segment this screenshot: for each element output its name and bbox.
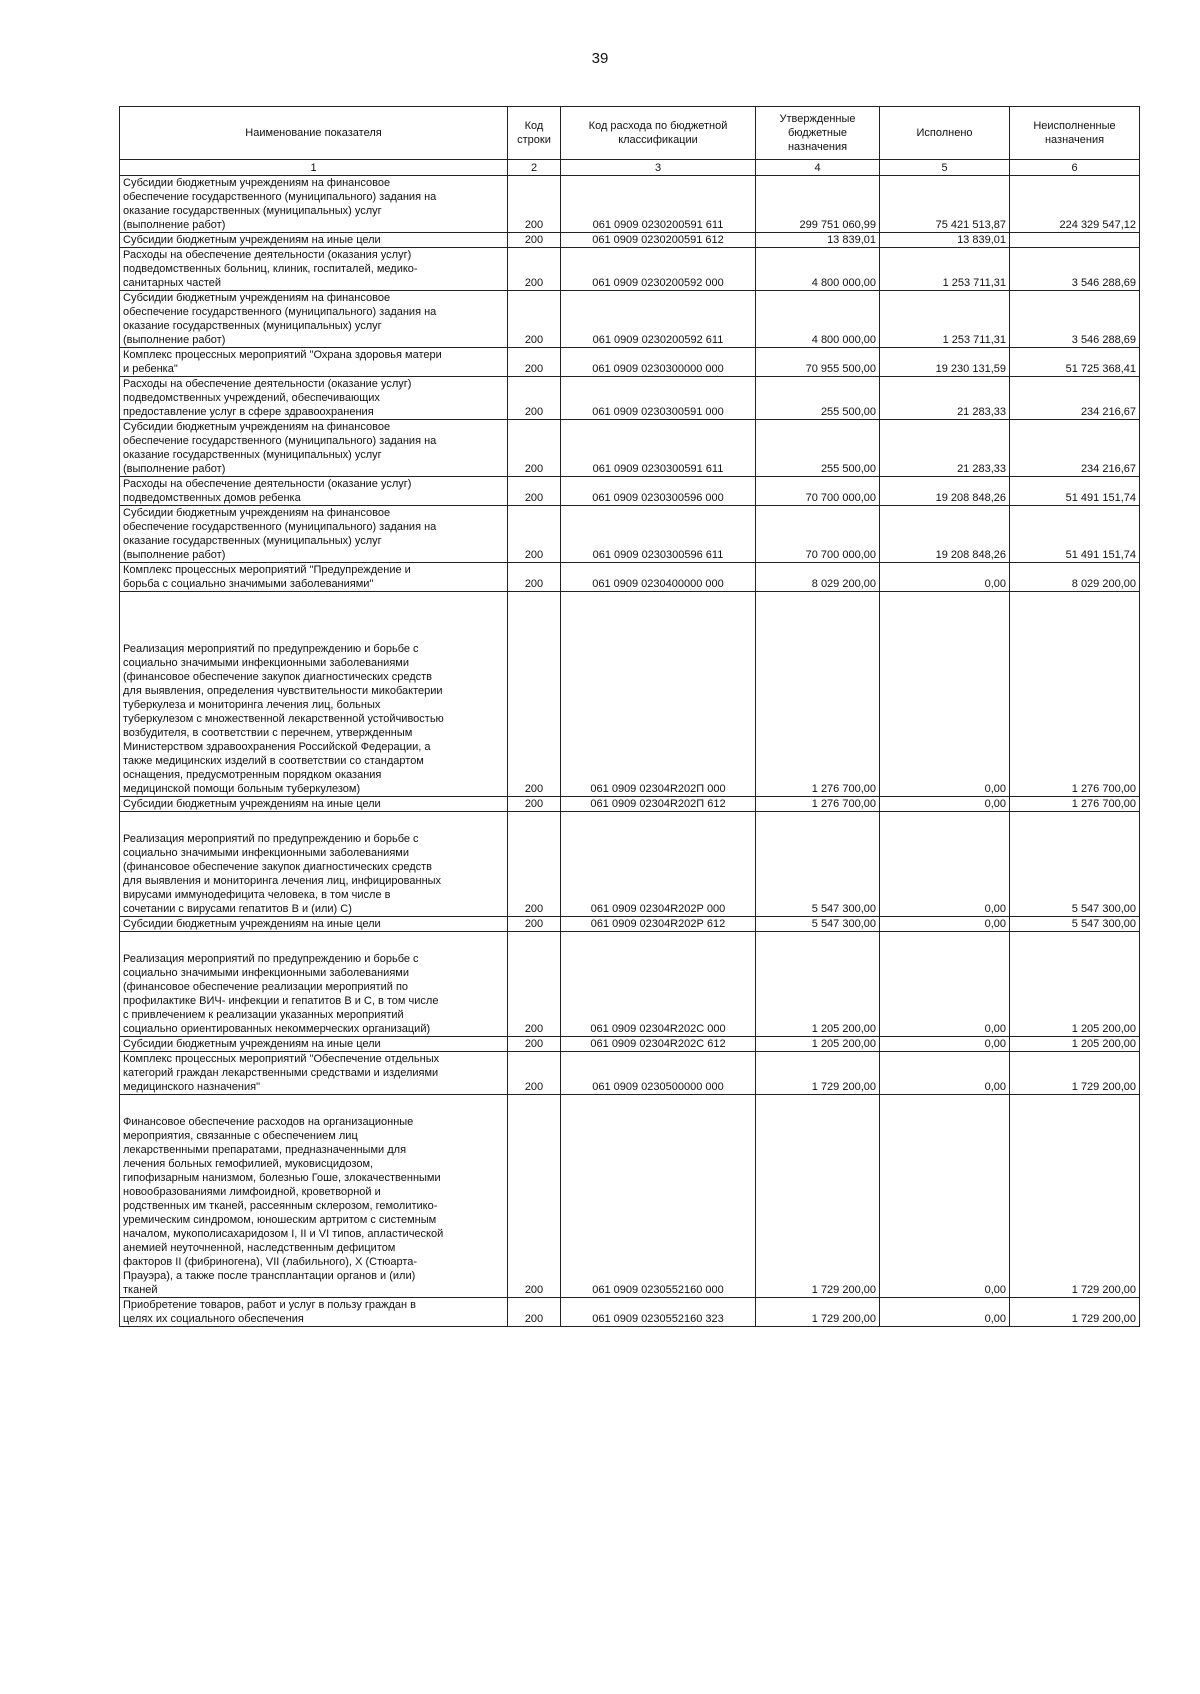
unexecuted-amount: 5 547 300,00 <box>1010 917 1140 932</box>
unexecuted-amount: 234 216,67 <box>1010 377 1140 420</box>
unexecuted-amount: 1 729 200,00 <box>1010 1095 1140 1298</box>
table-row <box>120 248 1140 291</box>
table-row <box>120 592 1140 797</box>
line-code: 200 <box>508 932 561 1037</box>
approved-amount: 299 751 060,99 <box>756 176 880 233</box>
line-code: 200 <box>508 1037 561 1052</box>
budget-code: 061 0909 0230300591 611 <box>561 420 756 477</box>
table-row <box>120 176 1140 233</box>
table-row <box>120 1037 1140 1052</box>
budget-execution-table <box>119 106 1140 1327</box>
table-row <box>120 812 1140 917</box>
header-line-code: Код строки <box>508 107 561 160</box>
line-code: 200 <box>508 797 561 812</box>
indicator-name: Комплекс процессных мероприятий "Предупреждение и борьба с социально значимыми заболеваниями" <box>120 563 508 592</box>
approved-amount: 1 205 200,00 <box>756 932 880 1037</box>
indicator-name: Субсидии бюджетным учреждениям на иные цели <box>120 233 508 248</box>
indicator-name: Субсидии бюджетным учреждениям на иные цели <box>120 797 508 812</box>
budget-code: 061 0909 0230200592 000 <box>561 248 756 291</box>
header-approved: Утвержденные бюджетные назначения <box>756 107 880 160</box>
budget-code: 061 0909 0230200592 611 <box>561 291 756 348</box>
indicator-name: Реализация мероприятий по предупреждению и борьбе с социально значимыми инфекционными заболеваниями (финансовое обеспечение закупок диагностических средств для выявления и мониторинга лечения лиц, инфицированных вирусами иммунодефицита человека, в том числе в сочетании с вирусами гепатитов В и (или) С) <box>120 812 508 917</box>
column-number: 2 <box>508 160 561 176</box>
indicator-name: Расходы на обеспечение деятельности (оказание услуг) подведомственных учреждений, обеспечивающих предоставление услуг в сфере здравоохранения <box>120 377 508 420</box>
table-row <box>120 477 1140 506</box>
unexecuted-amount: 51 491 151,74 <box>1010 506 1140 563</box>
indicator-name: Расходы на обеспечение деятельности (оказание услуг) подведомственных домов ребенка <box>120 477 508 506</box>
budget-code: 061 0909 0230200591 612 <box>561 233 756 248</box>
executed-amount: 21 283,33 <box>880 377 1010 420</box>
approved-amount: 1 729 200,00 <box>756 1052 880 1095</box>
unexecuted-amount: 5 547 300,00 <box>1010 812 1140 917</box>
unexecuted-amount: 224 329 547,12 <box>1010 176 1140 233</box>
unexecuted-amount: 1 276 700,00 <box>1010 592 1140 797</box>
column-number: 3 <box>561 160 756 176</box>
budget-code: 061 0909 0230552160 323 <box>561 1298 756 1327</box>
line-code: 200 <box>508 420 561 477</box>
executed-amount: 0,00 <box>880 1052 1010 1095</box>
column-number: 4 <box>756 160 880 176</box>
header-budget-code: Код расхода по бюджетной классификации <box>561 107 756 160</box>
executed-amount: 0,00 <box>880 1095 1010 1298</box>
approved-amount: 1 729 200,00 <box>756 1298 880 1327</box>
executed-amount: 75 421 513,87 <box>880 176 1010 233</box>
unexecuted-amount: 1 729 200,00 <box>1010 1298 1140 1327</box>
header-indicator-name: Наименование показателя <box>120 107 508 160</box>
line-code: 200 <box>508 248 561 291</box>
executed-amount: 19 208 848,26 <box>880 506 1010 563</box>
executed-amount: 0,00 <box>880 592 1010 797</box>
unexecuted-amount: 1 205 200,00 <box>1010 1037 1140 1052</box>
approved-amount: 4 800 000,00 <box>756 248 880 291</box>
column-number: 5 <box>880 160 1010 176</box>
approved-amount: 70 700 000,00 <box>756 477 880 506</box>
budget-code: 061 0909 0230400000 000 <box>561 563 756 592</box>
executed-amount: 1 253 711,31 <box>880 291 1010 348</box>
approved-amount: 4 800 000,00 <box>756 291 880 348</box>
line-code: 200 <box>508 506 561 563</box>
column-number-row <box>120 160 1140 176</box>
unexecuted-amount: 1 205 200,00 <box>1010 932 1140 1037</box>
unexecuted-amount: 1 729 200,00 <box>1010 1052 1140 1095</box>
line-code: 200 <box>508 348 561 377</box>
table-row <box>120 348 1140 377</box>
indicator-name: Комплекс процессных мероприятий "Охрана здоровья матери и ребенка" <box>120 348 508 377</box>
line-code: 200 <box>508 917 561 932</box>
unexecuted-amount <box>1010 233 1140 248</box>
executed-amount: 21 283,33 <box>880 420 1010 477</box>
budget-code: 061 0909 02304R202С 000 <box>561 932 756 1037</box>
approved-amount: 5 547 300,00 <box>756 917 880 932</box>
executed-amount: 0,00 <box>880 917 1010 932</box>
executed-amount: 0,00 <box>880 1298 1010 1327</box>
executed-amount: 0,00 <box>880 797 1010 812</box>
line-code: 200 <box>508 1095 561 1298</box>
executed-amount: 13 839,01 <box>880 233 1010 248</box>
unexecuted-amount: 51 491 151,74 <box>1010 477 1140 506</box>
executed-amount: 1 253 711,31 <box>880 248 1010 291</box>
table-row <box>120 797 1140 812</box>
table-row <box>120 1298 1140 1327</box>
indicator-name: Комплекс процессных мероприятий "Обеспечение отдельных категорий граждан лекарственными средствами и изделиями медицинского назначения" <box>120 1052 508 1095</box>
budget-code: 061 0909 0230200591 611 <box>561 176 756 233</box>
line-code: 200 <box>508 477 561 506</box>
budget-code: 061 0909 0230500000 000 <box>561 1052 756 1095</box>
budget-code: 061 0909 0230300596 611 <box>561 506 756 563</box>
indicator-name: Субсидии бюджетным учреждениям на финансовое обеспечение государственного (муниципального) задания на оказание государственных (муниципальных) услуг (выполнение работ) <box>120 291 508 348</box>
table-row <box>120 1052 1140 1095</box>
table-row <box>120 917 1140 932</box>
approved-amount: 1 729 200,00 <box>756 1095 880 1298</box>
executed-amount: 19 230 131,59 <box>880 348 1010 377</box>
approved-amount: 255 500,00 <box>756 420 880 477</box>
unexecuted-amount: 1 276 700,00 <box>1010 797 1140 812</box>
approved-amount: 13 839,01 <box>756 233 880 248</box>
budget-code: 061 0909 02304R202П 000 <box>561 592 756 797</box>
line-code: 200 <box>508 233 561 248</box>
indicator-name: Приобретение товаров, работ и услуг в пользу граждан в целях их социального обеспечения <box>120 1298 508 1327</box>
indicator-name: Субсидии бюджетным учреждениям на иные цели <box>120 1037 508 1052</box>
line-code: 200 <box>508 291 561 348</box>
budget-code: 061 0909 0230300000 000 <box>561 348 756 377</box>
indicator-name: Расходы на обеспечение деятельности (оказания услуг) подведомственных больниц, клиник, госпиталей, медико- санитарных частей <box>120 248 508 291</box>
line-code: 200 <box>508 176 561 233</box>
executed-amount: 0,00 <box>880 932 1010 1037</box>
indicator-name: Субсидии бюджетным учреждениям на финансовое обеспечение государственного (муниципального) задания на оказание государственных (муниципальных) услуг (выполнение работ) <box>120 176 508 233</box>
executed-amount: 0,00 <box>880 812 1010 917</box>
table-row <box>120 233 1140 248</box>
budget-code: 061 0909 0230300591 000 <box>561 377 756 420</box>
executed-amount: 0,00 <box>880 563 1010 592</box>
header-unexecuted: Неисполненные назначения <box>1010 107 1140 160</box>
approved-amount: 70 955 500,00 <box>756 348 880 377</box>
budget-code: 061 0909 02304R202С 612 <box>561 1037 756 1052</box>
indicator-name: Субсидии бюджетным учреждениям на финансовое обеспечение государственного (муниципального) задания на оказание государственных (муниципальных) услуг (выполнение работ) <box>120 506 508 563</box>
approved-amount: 1 276 700,00 <box>756 797 880 812</box>
line-code: 200 <box>508 1298 561 1327</box>
approved-amount: 255 500,00 <box>756 377 880 420</box>
unexecuted-amount: 3 546 288,69 <box>1010 291 1140 348</box>
budget-code: 061 0909 02304R202П 612 <box>561 797 756 812</box>
line-code: 200 <box>508 812 561 917</box>
header-row <box>120 107 1140 160</box>
approved-amount: 8 029 200,00 <box>756 563 880 592</box>
table-row <box>120 932 1140 1037</box>
table-row <box>120 563 1140 592</box>
table-row <box>120 1095 1140 1298</box>
line-code: 200 <box>508 377 561 420</box>
table-row <box>120 377 1140 420</box>
executed-amount: 0,00 <box>880 1037 1010 1052</box>
unexecuted-amount: 8 029 200,00 <box>1010 563 1140 592</box>
table-body <box>120 176 1140 1327</box>
approved-amount: 5 547 300,00 <box>756 812 880 917</box>
budget-code: 061 0909 0230552160 000 <box>561 1095 756 1298</box>
line-code: 200 <box>508 592 561 797</box>
indicator-name: Субсидии бюджетным учреждениям на финансовое обеспечение государственного (муниципального) задания на оказание государственных (муниципальных) услуг (выполнение работ) <box>120 420 508 477</box>
approved-amount: 1 276 700,00 <box>756 592 880 797</box>
unexecuted-amount: 51 725 368,41 <box>1010 348 1140 377</box>
table-row <box>120 506 1140 563</box>
indicator-name: Реализация мероприятий по предупреждению и борьбе с социально значимыми инфекционными заболеваниями (финансовое обеспечение реализации мероприятий по профилактике ВИЧ- инфекции и гепатитов В и С, в том числе с привлечением к реализации указанных мероприятий социально ориентированных некоммерческих организаций) <box>120 932 508 1037</box>
budget-code: 061 0909 0230300596 000 <box>561 477 756 506</box>
indicator-name: Финансовое обеспечение расходов на организационные мероприятия, связанные с обеспечением лиц лекарственными препаратами, предназначенными для лечения больных гемофилией, муковисцидозом, гипофизарным нанизмом, болезнью Гоше, злокачественными новообразованиями лимфоидной, кроветворной и родственных им тканей, рассеянным склерозом, гемолитико- уремическим синдромом, юношеским артритом с системным началом, мукополисахаридозом I, II и VI типов, апластической анемией неуточненной, наследственным дефицитом факторов II (фибриногена), VII (лабильного), X (Стюарта- Прауэра), а также после трансплантации органов и (или) тканей <box>120 1095 508 1298</box>
executed-amount: 19 208 848,26 <box>880 477 1010 506</box>
column-number: 1 <box>120 160 508 176</box>
line-code: 200 <box>508 1052 561 1095</box>
header-executed: Исполнено <box>880 107 1010 160</box>
budget-code: 061 0909 02304R202Р 000 <box>561 812 756 917</box>
line-code: 200 <box>508 563 561 592</box>
approved-amount: 1 205 200,00 <box>756 1037 880 1052</box>
column-number: 6 <box>1010 160 1140 176</box>
indicator-name: Реализация мероприятий по предупреждению и борьбе с социально значимыми инфекционными заболеваниями (финансовое обеспечение закупок диагностических средств для выявления, определения чувствительности микобактерии туберкулеза и мониторинга лечения лиц, больных туберкулезом с множественной лекарственной устойчивостью возбудителя, в соответствии с перечнем, утвержденным Министерством здравоохранения Российской Федерации, а также медицинских изделий в соответствии со стандартом оснащения, предусмотренным порядком оказания медицинской помощи больным туберкулезом) <box>120 592 508 797</box>
approved-amount: 70 700 000,00 <box>756 506 880 563</box>
table-row <box>120 291 1140 348</box>
unexecuted-amount: 234 216,67 <box>1010 420 1140 477</box>
unexecuted-amount: 3 546 288,69 <box>1010 248 1140 291</box>
indicator-name: Субсидии бюджетным учреждениям на иные цели <box>120 917 508 932</box>
table-row <box>120 420 1140 477</box>
budget-code: 061 0909 02304R202Р 612 <box>561 917 756 932</box>
page-number: 39 <box>591 50 609 67</box>
